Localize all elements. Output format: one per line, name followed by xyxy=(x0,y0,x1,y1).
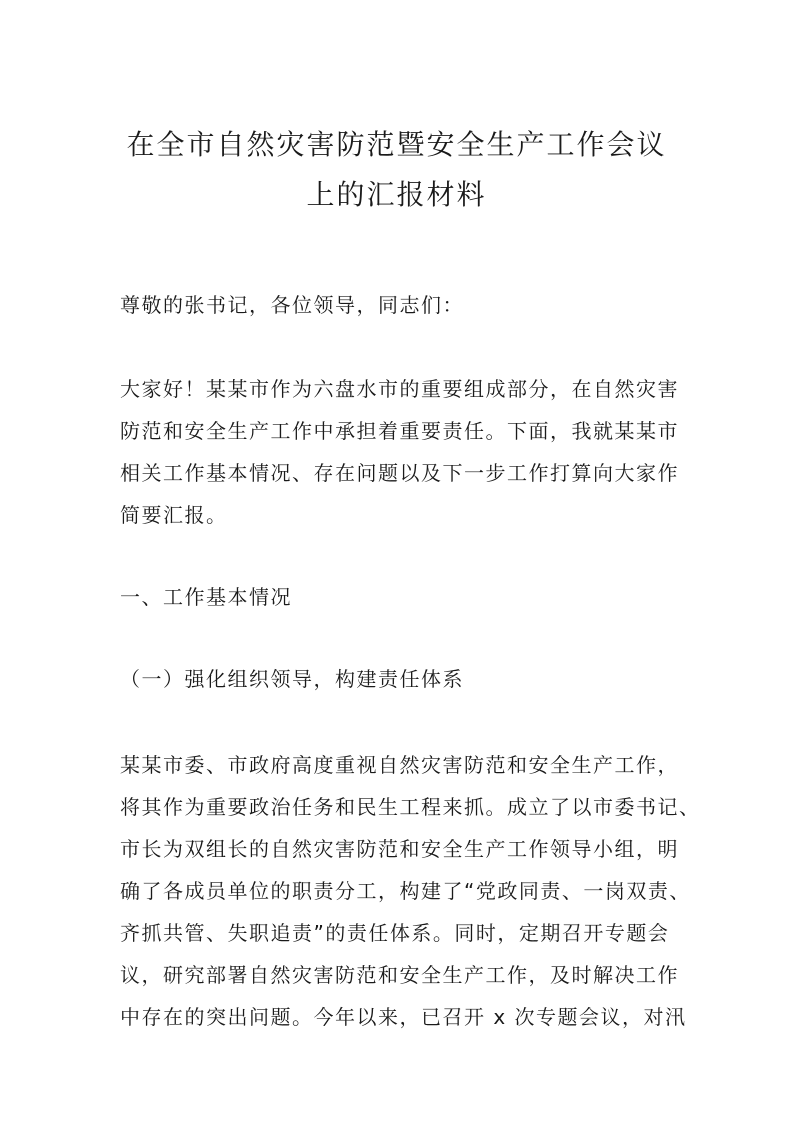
intro-line: 简要汇报。 xyxy=(120,503,228,527)
subsection-heading: （一）强化组织领导，构建责任体系 xyxy=(120,667,464,691)
body-line: 确了各成员单位的职责分工，构建了“党政同责、一岗双责、 xyxy=(120,879,691,903)
intro-line: 相关工作基本情况、存在问题以及下一步工作打算向大家作 xyxy=(120,461,679,485)
intro-line: 大家好！某某市作为六盘水市的重要组成部分，在自然灾害 xyxy=(120,377,679,401)
document-title-line-2: 上的汇报材料 xyxy=(306,178,487,211)
section-heading: 一、工作基本情况 xyxy=(120,585,292,609)
body-line: 齐抓共管、失职追责”的责任体系。同时，定期召开专题会 xyxy=(120,921,670,945)
document-title-line-1: 在全市自然灾害防范暨安全生产工作会议 xyxy=(126,128,667,161)
body-line: 将其作为重要政治任务和民生工程来抓。成立了以市委书记、 xyxy=(120,795,701,819)
body-line: 市长为双组长的自然灾害防范和安全生产工作领导小组，明 xyxy=(120,837,679,861)
body-line: 某某市委、市政府高度重视自然灾害防范和安全生产工作， xyxy=(120,753,679,777)
body-line: 议，研究部署自然灾害防范和安全生产工作，及时解决工作 xyxy=(120,963,679,987)
salutation: 尊敬的张书记，各位领导，同志们： xyxy=(120,293,464,317)
intro-line: 防范和安全生产工作中承担着重要责任。下面，我就某某市 xyxy=(120,419,679,443)
body-line: 中存在的突出问题。今年以来，已召开 x 次专题会议，对汛 xyxy=(120,1005,687,1029)
